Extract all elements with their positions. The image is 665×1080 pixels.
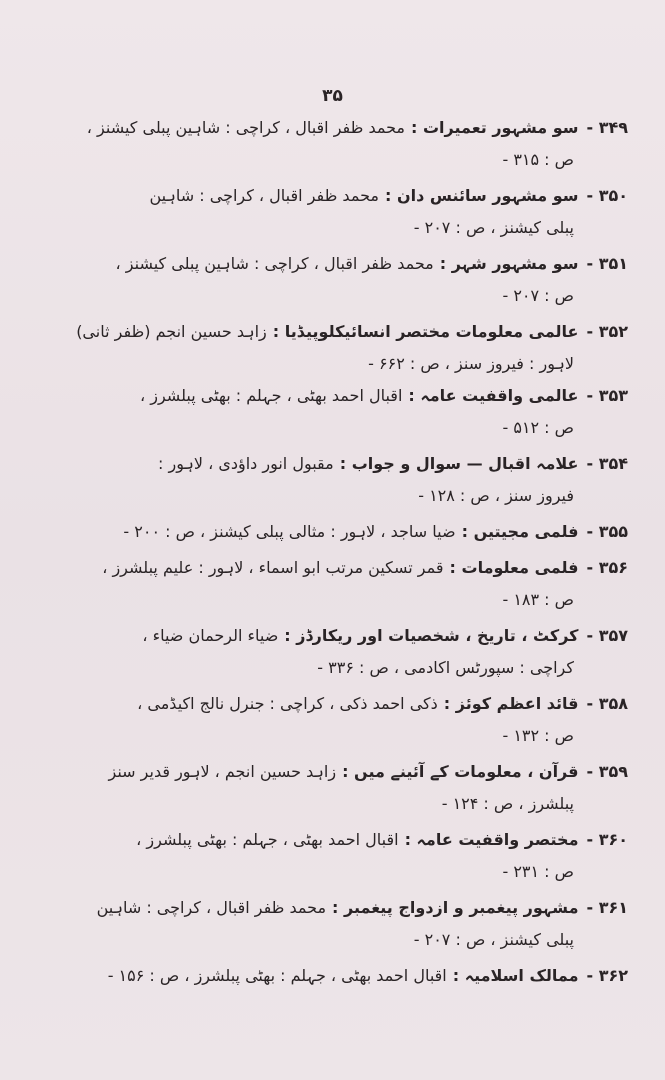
entry-number: ۳۵۱ - xyxy=(586,254,628,273)
list-item xyxy=(46,756,628,820)
list-item xyxy=(46,180,628,244)
entry-details: اقبال احمد بھٹی ، جہلم : بھٹی پبلشرز ، xyxy=(136,830,399,849)
list-item xyxy=(46,620,628,684)
entry-continuation: ص : ۱۳۲ - xyxy=(502,726,574,745)
entry-details: زاہد حسین انجم ، لاہور قدیر سنز xyxy=(108,762,337,781)
entry-number: ۳۵۹ - xyxy=(586,762,628,781)
entry-details: محمد ظفر اقبال ، کراچی : شاہین xyxy=(96,898,327,917)
entry-title: عالمی واقفیت عامہ : xyxy=(408,386,579,405)
entry-title: عالمی معلومات مختصر انسائیکلوپیڈیا : xyxy=(272,322,579,341)
entry-number: ۳۵۷ - xyxy=(586,626,628,645)
entry-title: قرآن ، معلومات کے آئینے میں : xyxy=(342,762,579,781)
entry-details: محمد ظفر اقبال ، کراچی : شاہین پبلی کیشنز ، xyxy=(86,118,405,137)
entry-details: اقبال احمد بھٹی ، جہلم : بھٹی پبلشرز ، ص : ۱۵۶ - xyxy=(107,966,447,985)
entry-continuation: ص : ۵۱۲ - xyxy=(502,418,574,437)
entry-details: زاہد حسین انجم (ظفر ثانی) xyxy=(76,322,267,341)
entry-title: مشہور پیغمبر و ازدواج پیغمبر : xyxy=(332,898,579,917)
entry-continuation: ص : ۲۳۱ - xyxy=(502,862,574,881)
entry-continuation: پبلشرز ، ص : ۱۲۴ - xyxy=(441,794,574,813)
list-item xyxy=(46,552,628,616)
entry-number: ۳۵۳ - xyxy=(586,386,628,405)
list-item xyxy=(46,316,628,380)
entry-continuation: لاہور : فیروز سنز ، ص : ۶۶۲ - xyxy=(368,354,574,373)
list-item xyxy=(46,380,628,444)
page-number: ۳۵ xyxy=(322,86,343,106)
entry-details: اقبال احمد بھٹی ، جہلم : بھٹی پبلشرز ، xyxy=(139,386,403,405)
entry-number: ۳۵۲ - xyxy=(586,322,628,341)
entry-number: ۳۵۸ - xyxy=(586,694,628,713)
entry-list xyxy=(46,112,628,992)
entry-number: ۳۵۴ - xyxy=(586,454,628,473)
entry-number: ۳۴۹ - xyxy=(586,118,628,137)
entry-continuation: ص : ۳۱۵ - xyxy=(502,150,574,169)
list-item xyxy=(46,448,628,512)
entry-continuation: ص : ۲۰۷ - xyxy=(502,286,574,305)
entry-title: کرکٹ ، تاریخ ، شخصیات اور ریکارڈز : xyxy=(284,626,579,645)
entry-details: ضیا ساجد ، لاہور : مثالی پبلی کیشنز ، ص : ۲۰۰ - xyxy=(123,522,456,541)
entry-title: ممالک اسلامیہ : xyxy=(452,966,579,985)
entry-title: قائد اعظم کوئز : xyxy=(443,694,579,713)
list-item xyxy=(46,892,628,956)
entry-details: مقبول انور داؤدی ، لاہور : xyxy=(158,454,334,473)
list-item xyxy=(46,248,628,312)
list-item xyxy=(46,112,628,176)
entry-continuation: ص : ۱۸۳ - xyxy=(502,590,574,609)
entry-details: محمد ظفر اقبال ، کراچی : شاہین پبلی کیشنز ، xyxy=(115,254,434,273)
entry-number: ۳۶۱ - xyxy=(586,898,628,917)
entry-title: فلمی مجیتیں : xyxy=(461,522,579,541)
entry-title: علامہ اقبال — سوال و جواب : xyxy=(339,454,579,473)
list-item xyxy=(46,960,628,992)
entry-details: قمر تسکین مرتب ابو اسماء ، لاہور : علیم پبلشرز ، xyxy=(102,558,444,577)
entry-continuation: پبلی کیشنز ، ص : ۲۰۷ - xyxy=(413,930,574,949)
entry-title: فلمی معلومات : xyxy=(449,558,579,577)
entry-details: ضیاء الرحمان ضیاء ، xyxy=(142,626,279,645)
entry-number: ۳۵۰ - xyxy=(586,186,628,205)
list-item xyxy=(46,516,628,548)
entry-title: سو مشہور تعمیرات : xyxy=(410,118,579,137)
entry-title: سو مشہور شہر : xyxy=(439,254,579,273)
entry-continuation: پبلی کیشنز ، ص : ۲۰۷ - xyxy=(413,218,574,237)
entry-title: سو مشہور سائنس دان : xyxy=(384,186,579,205)
entry-number: ۳۶۰ - xyxy=(586,830,628,849)
entry-details: ذکی احمد ذکی ، کراچی : جنرل نالج اکیڈمی ، xyxy=(137,694,438,713)
entry-number: ۳۵۵ - xyxy=(586,522,628,541)
entry-number: ۳۵۶ - xyxy=(586,558,628,577)
entry-details: محمد ظفر اقبال ، کراچی : شاہین xyxy=(149,186,379,205)
entry-title: مختصر واقفیت عامہ : xyxy=(404,830,579,849)
entry-number: ۳۶۲ - xyxy=(586,966,628,985)
list-item xyxy=(46,688,628,752)
list-item xyxy=(46,824,628,888)
entry-continuation: فیروز سنز ، ص : ۱۲۸ - xyxy=(418,486,574,505)
entry-continuation: کراچی : سپورٹس اکادمی ، ص : ۳۳۶ - xyxy=(317,658,574,677)
